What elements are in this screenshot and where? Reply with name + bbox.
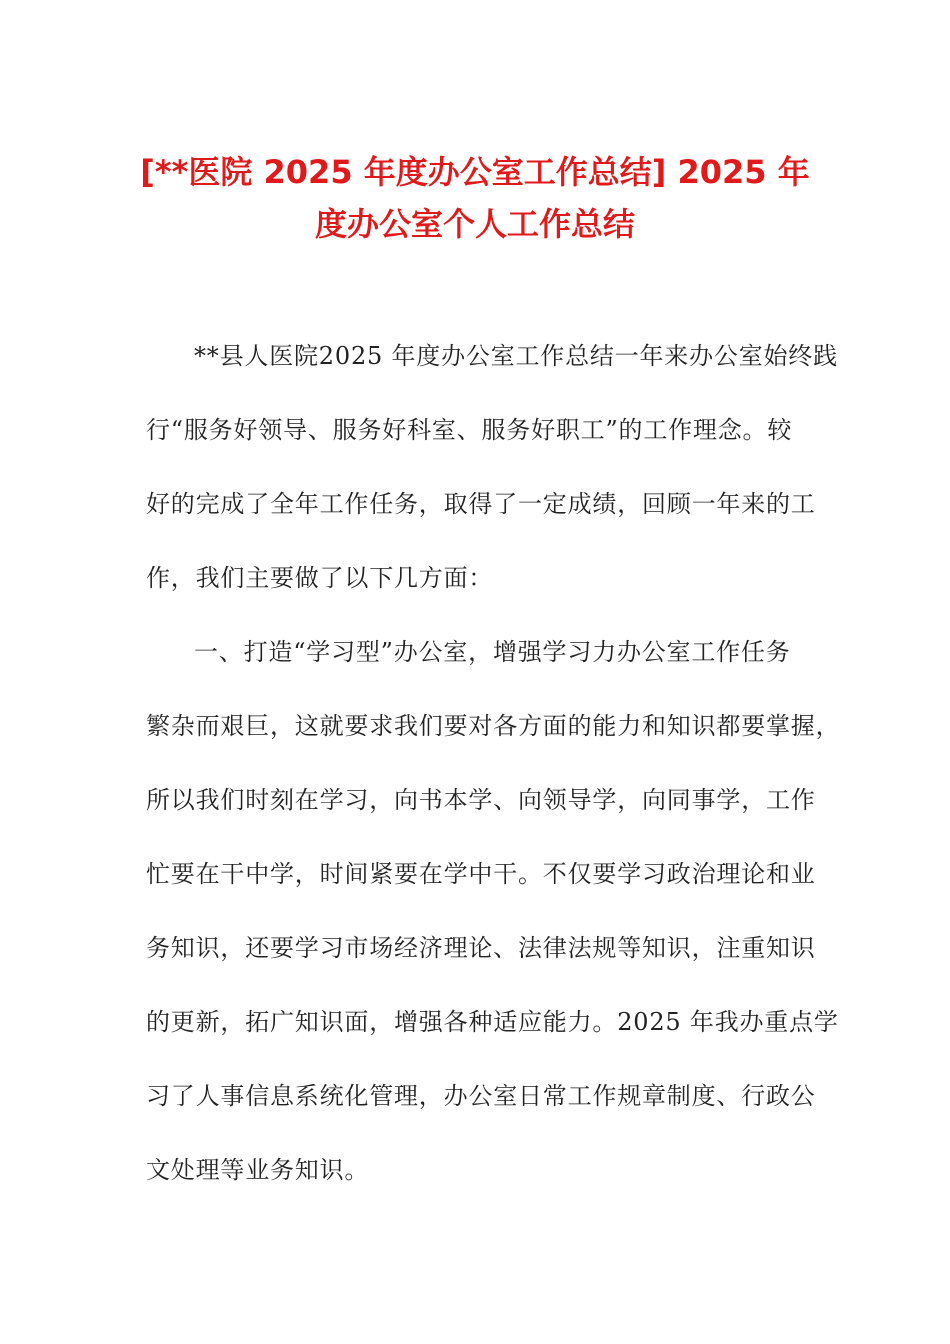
- paragraph-line: 习了人事信息系统化管理，办公室日常工作规章制度、行政公: [146, 1082, 816, 1110]
- paragraph-1: [146, 325, 838, 621]
- paragraph-line: 作，我们主要做了以下几方面：: [146, 564, 494, 592]
- paragraph-line: 一、打造“学习型”办公室，增强学习力办公室工作任务: [194, 638, 791, 666]
- document-title: [120, 146, 830, 250]
- paragraph-line: 文处理等业务知识。: [146, 1156, 370, 1184]
- paragraph-line: 繁杂而艰巨，这就要求我们要对各方面的能力和知识都要掌握，: [146, 712, 841, 740]
- paragraph-line: 务知识，还要学习市场经济理论、法律法规等知识，注重知识: [146, 934, 816, 962]
- paragraph-line: 好的完成了全年工作任务，取得了一定成绩，回顾一年来的工: [146, 490, 816, 518]
- paragraph-line: **县人医院2025 年度办公室工作总结一年来办公室始终践: [194, 342, 838, 370]
- paragraph-line: 的更新，拓广知识面，增强各种适应能力。2025 年我办重点学: [146, 1008, 839, 1036]
- document-body: [146, 325, 841, 1213]
- paragraph-line: 所以我们时刻在学习，向书本学、向领导学，向同事学，工作: [146, 786, 816, 814]
- paragraph-line: 忙要在干中学，时间紧要在学中干。不仅要学习政治理论和业: [146, 860, 816, 888]
- paragraph-line: 行“服务好领导、服务好科室、服务好职工”的工作理念。较: [146, 416, 793, 444]
- paragraph-2: [146, 621, 841, 1213]
- title-line-1: [**医院 2025 年度办公室工作总结] 2025 年: [140, 153, 810, 191]
- title-line-2: 度办公室个人工作总结: [314, 205, 635, 243]
